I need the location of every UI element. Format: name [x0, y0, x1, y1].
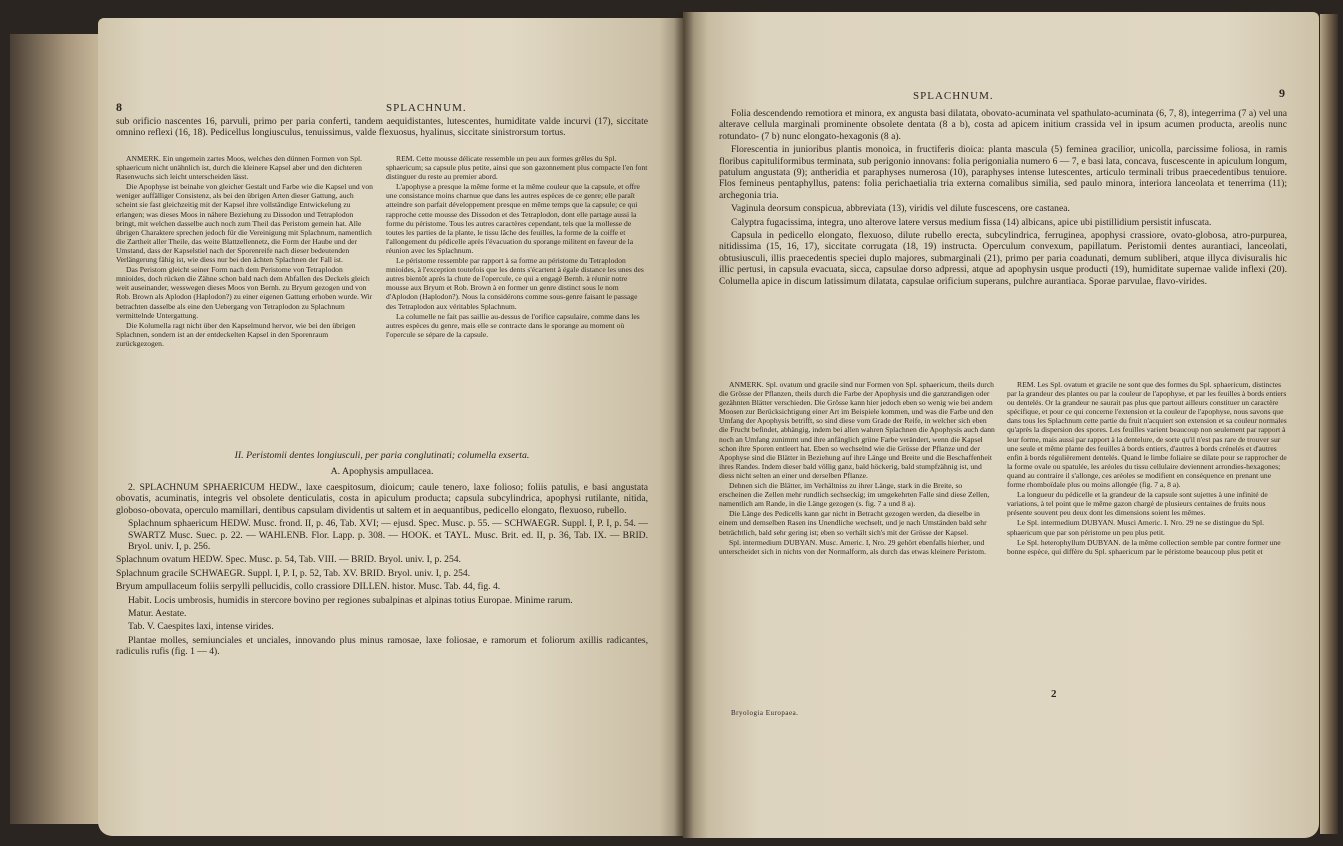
synonym-1: Splachnum sphaericum HEDW. Musc. frond. II, p. 46, Tab. XVI; — ejusd. Spec. Musc. p. 55. — SCHWAEGR. Suppl. I, P. I, p. 54. — SWARTZ Musc. Suec. p. 22. — WAHLENB. Flor. Lapp. p. 308. — HOOK. et TAYL. Musc. Brit. ed. II, p. 36, Tab. IX. — BRID. Bryol. univ. I, p. 256.: [128, 518, 648, 553]
plate-reference: Tab. V. Caespites laxi, intense virides.: [128, 621, 274, 633]
french-remark-4: La columelle ne fait pas saillie au-dessus de l'orifice capsulaire, comme dans les autres espèces du genre, mais elle se contracte dans le sporange au moment où l'opercule se sépare de la capsule.: [386, 311, 640, 339]
book-page-edges-right: [1320, 14, 1338, 834]
synonym-4: Bryum ampullaceum foliis serpylli pellucidis, collo crassiore DILLEN. histor. Musc. Tab. 44, fig. 4.: [116, 581, 501, 593]
book-gutter: [674, 12, 694, 838]
capsula-paragraph: Capsula in pedicello elongato, flexuoso, dilute rubello erecta, subcylindrica, ferruginea, apophysi crassiore, ovato-globosa, atro-purpurea, nitidissima (15, 16, 17), siccitate corrugata (18, 19) instructa. Operculum convexum, papillatum. Peristomii dentes aurantiaci, lanceolati, obtusiusculi, illis praecedentis speciei duplo majores, submarginali (21), primo per paria coadunati, demum subliberi, atque illyca divisuralis hic illic pertusi, in capsula evacuata, sicca, capsulae dorso adpressi, atque ad apophysin usque producti (19), humiditate supernae valide inflexi (20). Columella apice in discum latissimum dilatata, capsulae orificium superans, pulchre aurantiaca. Sporae parvulae, flavo-virides.: [719, 230, 1287, 287]
maturation: Matur. Aestate.: [128, 608, 187, 620]
book-page-edges-left: [10, 34, 105, 824]
running-head-left: SPLACHNUM.: [386, 102, 467, 114]
species-description-continued: [719, 108, 1287, 380]
habitat: Habit. Locis umbrosis, humidis in stercore bovino per regiones subalpinas et alpinas totius Europae. Minime rarum.: [128, 594, 573, 606]
plant-description: Plantae molles, semiunciales et unciales, innovando plus minus ramosae, laxe foliosae, e ramorum et foliorum axillis radicantes, radiculis rufis (fig. 1 — 4).: [116, 634, 648, 658]
intro-paragraph: sub orificio nascentes 16, parvuli, primo per paria conferti, tandem aequidistantes, lutescentes, humiditate valde incurvi (17), siccitate omnino reflexi (16, 18). Pedicellus longiusculus, tenuissimus, valde flexuosus, hyalinus, siccitate sinistrorsum tortus.: [116, 116, 648, 139]
german-remarks-left: [116, 154, 374, 472]
florescentia-paragraph: Florescentia in junioribus plantis monoica, in fructiferis dioica: planta mascula (5) feminea gracilior, unicolla, parcissime foliosa, in ramis floribus capituliformibus terminata, sub perigonio innovans: folia perigonialia numero 6 — 7, e basi lata, concava, fuscescente in apiculum longum, patulum angustata (9); antheridia et paraphyses numerosa (10), paraphyses intense lutescentes, articulo terminali tribus praecedentibus tenuiore. Flos femineus pentaphyllus, patens: folia perichaetialia tria externa comalibus similia, sed paulo minora, interiora lanceolata et tenerrima (11); archegonia tria.: [719, 144, 1287, 201]
signature-line: Bryologia Europaea.: [731, 709, 799, 717]
french-remark-r3: Le Spl. intermedium DUBYAN. Musci Americ. I. Nro. 29 ne se distingue du Spl. sphaericum que par son péristome un peu plus petit.: [1007, 518, 1264, 537]
species-entry: [116, 482, 648, 660]
synonym-2: Splachnum ovatum HEDW. Spec. Musc. p. 54, Tab. VIII. — BRID. Bryol. univ. I, p. 254.: [116, 554, 461, 566]
german-remark-r3: Die Länge des Pedicells kann gar nicht in Betracht gezogen werden, da dieselbe in einem und demselben Rasen ins Unendliche wechselt, und je nach Umständen bald sehr beträchtlich, bald sehr gering ist; eben so verhält sich's mit der Grösse der Kapsel.: [719, 509, 987, 537]
synonym-3: Splachnum gracile SCHWAEGR. Suppl. I, P. I, p. 52, Tab. XV. BRID. Bryol. univ. I, p. 254.: [116, 567, 471, 579]
german-remark-1: ANMERK. Ein ungemein zartes Moos, welches den dünnen Formen von Spl. sphaericum nicht unähnlich ist, durch die kleinere Kapsel aber und den dichteren Rasenwuchs sich leicht unterscheiden lässt.: [116, 154, 363, 182]
german-remark-r2: Dehnen sich die Blätter, im Verhältniss zu ihrer Länge, stark in die Breite, so erscheinen die Zellen mehr rundlich sechseckig; im umgekehrten Falle sind diese Zellen, namentlich am Rande, in die Länge gezogen (s. fig. 7 a und 8 a).: [719, 481, 990, 509]
signature-mark: 2: [1051, 688, 1057, 700]
french-remark-r1: REM. Les Spl. ovatum et gracile ne sont que des formes du Spl. sphaericum, distinctes par la grandeur des plantes ou par la couleur de l'apophyse, et par les feuilles à bords entiers ou dentelés. Or la grandeur ne saurait pas plus que partout ailleurs constituer un caractère spécifique, et pour ce qui concerne l'extension et la couleur de l'apophyse, nous savons que dans tous les Splachnum cette partie du fruit n'acquiert son extension et sa couleur normales qu'après la dispersion des spores. Les feuilles varient beaucoup non seulement par rapport à leur forme, mais aussi par rapport à la dentelure, de sorte qu'il n'est pas rare de trouver sur une seule et même plante des feuilles à bords entiers, d'autres à bords crénelés et d'autres enfin à bords régulièrement dentelés. Quand le limbe foliaire se dilate pour se rapprocher de la forme ovale ou spatulée, les aréoles du tissu cellulaire deviennent arrondies-hexagones; quand au contraire il s'allonge, ces aréoles se modifient en conséquence en prenant une forme rhomboïdale plus ou moins allongée (fig. 7 a, 8 a).: [1007, 380, 1287, 490]
french-remark-r2: La longueur du pédicelle et la grandeur de la capsule sont sujettes à une infinité de variations, à tel point que le même gazon chargé de plusieurs centaines de fruits nous présente souvent peu deux dont les dimensions soient les mêmes.: [1007, 490, 1268, 518]
german-remark-4: Die Kolumella ragt nicht über den Kapselmund hervor, wie bei den übrigen Splachnen, sondern ist an der entdeckelten Kapsel in den Sporenraum zurückgezogen.: [116, 320, 356, 348]
french-remarks-right: [1007, 380, 1289, 702]
section-a-heading: A. Apophysis ampullacea.: [330, 466, 434, 477]
german-remark-r1: ANMERK. Spl. ovatum und gracile sind nur Formen von Spl. sphaericum, theils durch die Grösse der Pflanzen, theils durch die Farbe der Apophysis und die ganzrandigen oder gezähnten Blätter verschieden. Die Grösse kann hier jedoch eben so wenig wie bei andern Moosen zur Berücksichtigung einer Art im Beispiele kommen, und was die Farbe und den Umfang der Apophysis betrifft, so sind diese vom Grade der Reife, in welcher sich eben die Frucht befindet, abhängig, indem bei allen wahren Splachnen die Apophysis auch dann noch an Umfang zunimmt und ihre anfänglich grüne Farbe verändert, wenn die Kapsel schon ihre Sporen entleert hat. Eben so wechselnd wie die Grösse der Pflanze und der Apophyse sind die Blätter in Beziehung auf ihre Länge und Breite und die Beschaffenheit ihres Randes. Indem dieser bald völlig ganz, bald höckerig, bald stumpfzähnig ist, und diess nicht selten an einer und derselben Pflanze.: [719, 380, 995, 480]
french-remark-1: REM. Cette mousse délicate ressemble un peu aux formes grêles du Spl. sphaericum; sa capsule plus petite, ainsi que son gazonnement plus compacte l'en font distinguer du reste au premier abord.: [386, 154, 648, 182]
vaginula-paragraph: Vaginula deorsum conspicua, abbreviata (13), viridis vel dilute fuscescens, ore castanea.: [731, 203, 1070, 215]
french-remark-r4: Le Spl. heterophyllum DUBYAN. de la même collection semble par contre former une bonne espèce, qui diffère du Spl. sphaericum par le péristome beaucoup plus petit et: [1007, 537, 1281, 556]
page-number-left: 8: [116, 100, 122, 114]
open-book: [10, 4, 1338, 842]
section-ii-heading: II. Peristomii dentes longiusculi, per paria conglutinati; columella exserta.: [234, 450, 530, 461]
french-remark-3: Le péristome ressemble par rapport à sa forme au péristome du Tetraplodon mnioides, à l'exception toutefois que les dents s'écartent à égale distance les unes des autres bientôt après la chute de l'opercule, ce qui a engagé Bernh. à réunir notre mousse aux Bryum et Rob. Brown à en former un genre distinct sous le nom d'Aplodon (Haplodon?). Nous la considérons comme sous-genre faisant le passage des Tetraplodon aux véritables Splachnum.: [386, 256, 644, 311]
left-page: [98, 18, 683, 836]
right-page: [683, 12, 1319, 838]
calyptra-paragraph: Calyptra fugacissima, integra, uno alterove latere versus medium fissa (14) albicans, apice ubi pistillidium persistit infuscata.: [731, 216, 1212, 228]
page-number-right: 9: [1279, 86, 1285, 100]
german-remark-r4: Spl. intermedium DUBYAN. Musc. Americ. I, Nro. 29 gehört ebenfalls hierher, und unterscheidet sich in nichts von der Normalform, als durch das etwas kleinere Peristom.: [719, 537, 986, 556]
french-remark-2: L'apophyse a presque la même forme et la même couleur que la capsule, et offre une consistance moins charnue que dans les autres espèces de ce genre; elle paraît atteindre son parfait développement presque en même temps que la capsule; ce qui rapproche cette mousse des Dissodon et des Tetraplodon, dont elle partage aussi la forme du péristome. Tous les autres caractères cependant, tels que la mollesse de toutes les parties de la plante, le tissu lâche des feuilles, la forme de la coiffe et l'allongement du pédicelle après l'évacuation du sporange militent en faveur de la réunion avec les Splachnum.: [386, 182, 640, 255]
folia-paragraph: Folia descendendo remotiora et minora, ex angusta basi dilatata, obovato-acuminata vel spathulato-acuminata (6, 7, 8), integerrima (7 a) vel una alterave cellula marginali prominente obsolete dentata (8 a b), costa ad apicem initium crassida vel in ipsum acumen producta, areolis nunc rotundato- (7 b) nunc elongato-hexagonis (8 a).: [719, 108, 1287, 142]
species-diagnosis: 2. SPLACHNUM SPHAERICUM HEDW., laxe caespitosum, dioicum; caule tenero, laxe folioso; foliis patulis, e basi angustata obovatis, acuminatis, integris vel obsolete denticulatis, costa in apiculum producta; capsula subcylindrica, apophysi rutilante, nitida, globoso-obovata, operculo mamillari, dentibus capsulam dividentis ut saltem et in aequantibus, pedicello elongato, flexuoso, rubello.: [116, 482, 648, 516]
french-remarks-left: [386, 154, 648, 472]
german-remark-3: Das Peristom gleicht seiner Form nach dem Peristome von Tetraplodon mnioides, doch rücken die Zähne schon bald nach dem Abfallen des Deckels gleich weit auseinander, wesswegen dieses Moos von Bernh. zu Bryum gezogen und von Rob. Brown als Aplodon (Haplodon?) zu einer eigenen Gattung erhoben wurde. Wir betrachten dasselbe als eine den Uebergang von Tetraplodon zu Splachnum vermittelnde Untergattung.: [116, 265, 373, 320]
german-remarks-right: [719, 380, 995, 702]
running-head-right: SPLACHNUM.: [913, 90, 994, 102]
german-remark-2: Die Apophyse ist beinahe von gleicher Gestalt und Farbe wie die Kapsel und von weniger auffälliger Consistenz, als bei den übrigen Arten dieser Gattung, auch scheint sie fast gleichzeitig mit der Kapsel ihre vollständige Entwickelung zu erlangen; was dieses Moos in nähere Beziehung zu Dissodon und Tetraplodon bringt, mit welchen dasselbe auch noch zum Theil das Peristom gemein hat. Alle übrigen Charaktere sprechen jedoch für die Vereinigung mit Splachnum, namentlich die Zartheit aller Theile, das weite Blattzellennetz, die Form der Haube und der Umstand, dass der Kapselstiel nach der Sporenreife nach dieser bedeutenden Verlängerung fähig ist, wie diess nur bei den ächten Splachnen der Fall ist.: [116, 182, 373, 265]
